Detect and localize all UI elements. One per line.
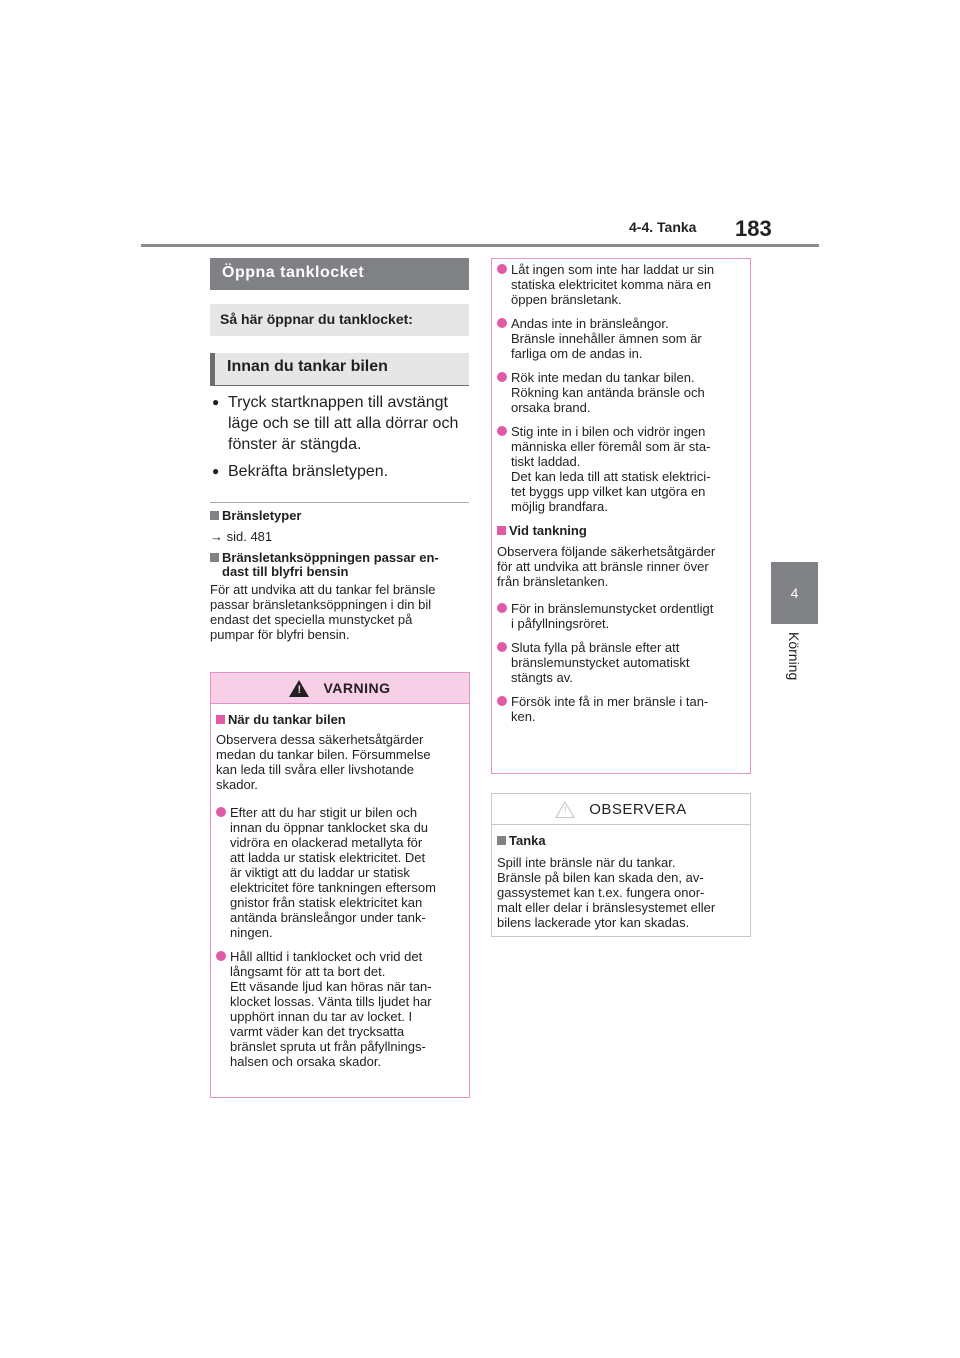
bullet-dot-icon [216,951,226,961]
refuel-item: Sluta fylla på bränsle efter att bränslemunstycket automatiskt stängts av. [497,640,746,685]
notice-box [491,793,751,937]
list-item [210,461,469,482]
warning-box [210,672,470,1098]
warning-item: Håll alltid i tanklocket och vrid det långsamt för att ta bort det. Ett väsande ljud kan höras när tan- klocket lossas. Vänta tills ljudet har upphört innan du tar av locket. I varmt väder kan det trycksatta bränslet spruta ut från påfyllnings- halsen och orsaka skador. [216,949,465,1069]
chapter-label: Körning [786,632,802,681]
left-column [210,258,469,642]
header-divider [141,244,819,247]
list-line: läge och se till att alla dörrar och [228,415,459,432]
bullet-dot-icon [497,603,507,613]
warning-item: Låt ingen som inte har laddat ur sin statiska elektricitet komma nära en öppen bränsletank. [497,262,746,307]
bullet-dot-icon [497,426,507,436]
page-number: 183 [735,216,772,241]
square-bullet-icon [497,836,506,845]
notice-text: Spill inte bränsle när du tankar. Bränsle på bilen kan skada den, av- gassystemet kan t.ex. fungera onor- malt eller delar i bränslesystemet eller bilens lackerade ytor kan skadas. [497,855,716,930]
list-line: fönster är stängda. [228,436,362,453]
divider [210,502,469,503]
warning-box-continued [491,258,751,774]
list-line: ● Tryck startknappen till avstängt [228,394,448,411]
warning-item: Stig inte in i bilen och vidrör ingen människa eller föremål som är sta- tiskt laddad. Det kan leda till att statisk elektrici- tet byggs upp vilket kan utgöra en möjlig brandfara. [497,424,746,514]
list-item [210,392,469,455]
caution-triangle-icon: ! [555,801,575,818]
prep-heading: Innan du tankar bilen [210,353,469,386]
prep-list [210,392,469,482]
notice-header [492,794,750,825]
square-bullet-icon [497,526,506,535]
warning-intro: Observera dessa säkerhetsåtgärder medan du tankar bilen. Försummelse kan leda till svåra eller livshotande skador. [216,732,431,792]
bullet-dot-icon [497,696,507,706]
section-title: 4-4. Tanka [629,219,697,235]
warning-item: Rök inte medan du tankar bilen. Rökning kan antända bränsle och orsaka brand. [497,370,746,415]
warning-subtitle: När du tankar bilen [216,713,465,727]
refuel-intro: Observera följande säkerhetsåtgärder för att undvika att bränsle rinner över från bränsletanken. [497,544,716,589]
square-bullet-icon [216,715,225,724]
bullet-dot-icon [497,642,507,652]
notice-subtitle: Tanka [497,834,746,848]
fuel-types-title: Bränsletyper [210,509,469,523]
square-bullet-icon [210,553,219,562]
page-reference[interactable]: → sid. 481 [210,529,273,544]
refuel-title: Vid tankning [497,524,746,538]
refuel-item: För in bränslemunstycket ordentligt i påfyllningsröret. [497,601,746,631]
warning-item: Efter att du har stigit ur bilen och innan du öppnar tanklocket ska du vidröra en olackerad metallyta för att ladda ur statisk elektricitet. Det är viktigt att du laddar ur statisk elektricitet före tankningen eftersom gnistor från statisk elektricitet kan antända bränsleångor under tank- ningen. [216,805,465,940]
square-bullet-icon [210,511,219,520]
bullet-dot-icon [497,318,507,328]
subheading: Så här öppnar du tanklocket: [210,304,469,336]
bullet-dot-icon [497,264,507,274]
list-line: ● Bekräfta bränsletypen. [228,463,389,480]
section-heading: Öppna tanklocket [210,258,469,290]
refuel-item: Försök inte få in mer bränsle i tan- ken. [497,694,746,724]
opening-title: Bränsletanksöppningen passar en- dast till blyfri bensin [210,551,469,579]
warning-triangle-icon: ! [289,680,309,697]
opening-text: För att undvika att du tankar fel bränsle passar bränsletanksöppningen i din bil endast det speciella munstycket på pumpar för blyfri bensin. [210,582,436,642]
warning-title: VARNING [323,680,391,696]
bullet-dot-icon [497,372,507,382]
warning-header [211,673,469,704]
notice-title: OBSERVERA [589,800,687,818]
chapter-tab: 4 [771,562,818,624]
warning-item: Andas inte in bränsleångor. Bränsle innehåller ämnen som är farliga om de andas in. [497,316,746,361]
bullet-dot-icon [216,807,226,817]
